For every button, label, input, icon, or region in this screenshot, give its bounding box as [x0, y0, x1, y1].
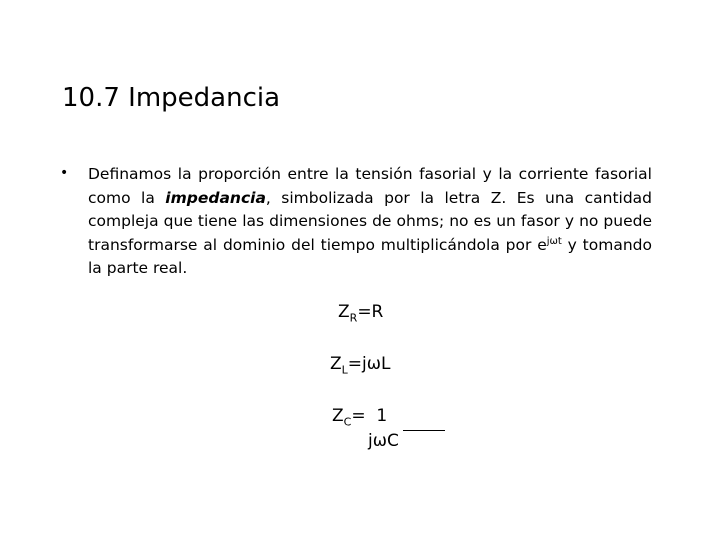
slide-title: 10.7 Impedancia	[62, 83, 281, 113]
bullet-marker: •	[60, 165, 69, 181]
bullet-paragraph	[88, 163, 652, 281]
formula-zr-base: Z	[338, 302, 350, 322]
formula-zc-denominator: jωC	[368, 431, 399, 451]
formula-zc-numerator: = 1	[351, 406, 388, 426]
formula-zc-subscript: C	[343, 415, 352, 429]
exponent-superscript: jωt	[546, 235, 562, 247]
paragraph-text-after: y tomando la parte real.	[88, 235, 652, 277]
formula-resistor-impedance	[338, 301, 383, 323]
fraction-bar	[403, 430, 445, 431]
formula-zl-subscript: L	[341, 363, 348, 377]
formula-zr-rhs: =R	[357, 302, 384, 322]
formula-inductor-impedance	[330, 353, 390, 375]
paragraph-text-before: Definamos la proporción entre la tensión fasorial y la corriente fasorial como la	[88, 165, 652, 207]
formula-zr-subscript: R	[349, 311, 358, 325]
paragraph-text-middle: , simbolizada por la letra Z. Es una cantidad compleja que tiene las dimensiones de ohms; no es un fasor y no puede transformarse al dominio del tiempo multiplicándola por e	[88, 188, 653, 254]
formula-capacitor-impedance	[332, 405, 387, 427]
formula-zc-base: Z	[332, 406, 344, 426]
impedancia-term: impedancia	[165, 188, 266, 207]
formula-zl-rhs: =jωL	[347, 354, 391, 374]
formula-zl-base: Z	[330, 354, 342, 374]
